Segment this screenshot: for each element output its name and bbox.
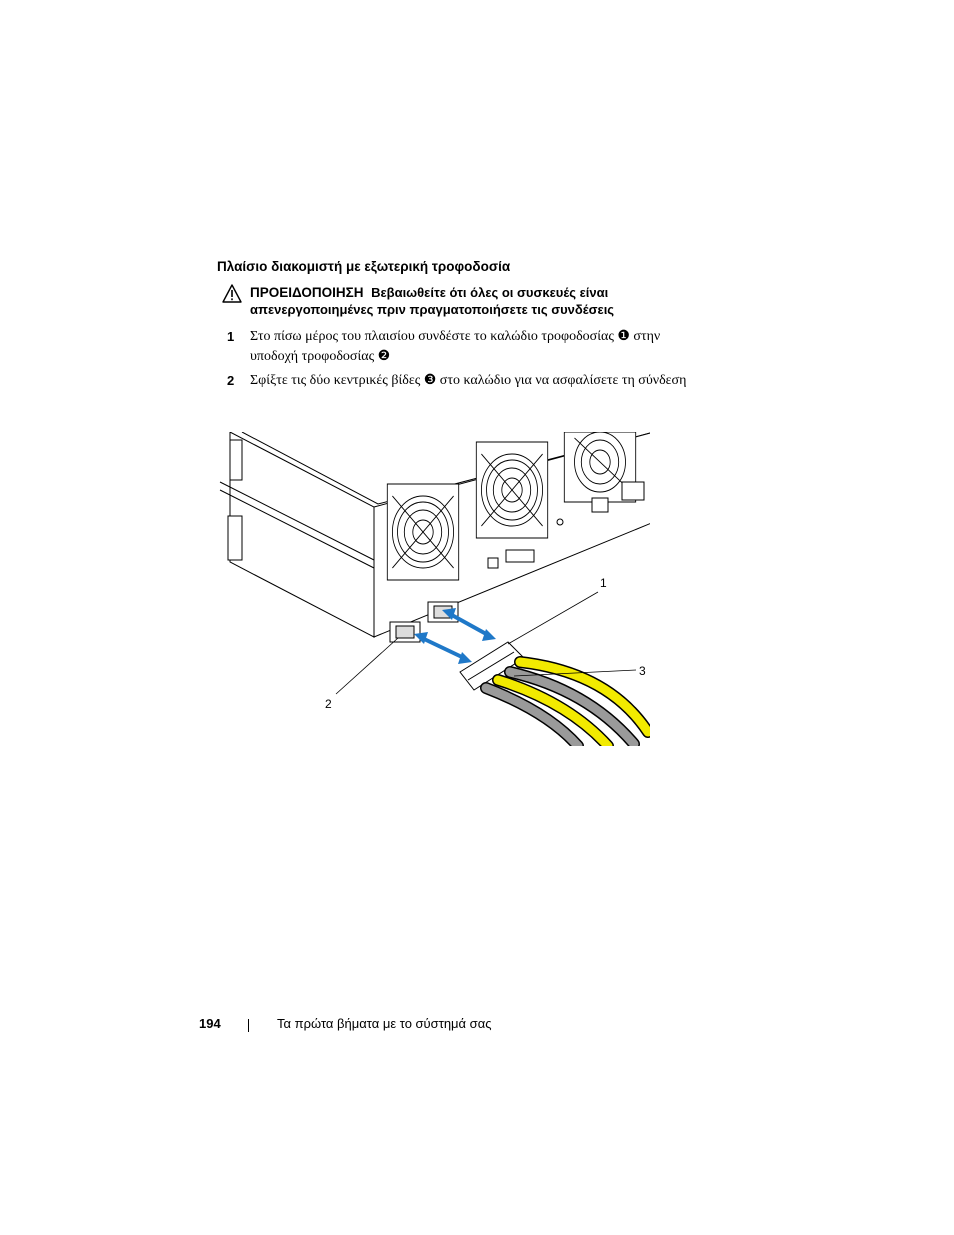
fan-icon bbox=[387, 484, 458, 580]
warning-message: Βεβαιωθείτε ότι όλες οι συσκευές είναι απενεργοποιημένες πριν πραγματοποιήσετε τις συνδέσεις bbox=[250, 285, 615, 317]
fan-icon bbox=[476, 442, 547, 538]
callout-1: 1 bbox=[600, 576, 607, 590]
footer-title: Τα πρώτα βήματα με το σύστημά σας bbox=[277, 1016, 492, 1031]
warning-icon bbox=[222, 284, 242, 303]
connection-arrows bbox=[414, 608, 496, 664]
warning-block bbox=[222, 284, 702, 318]
step-2 bbox=[227, 371, 697, 391]
callout-2: 2 bbox=[325, 697, 332, 711]
step-text: Σφίξτε τις δύο κεντρικές βίδες ❸ στο καλώδιο για να ασφαλίσετε τη σύνδεση bbox=[250, 373, 687, 388]
step-number: 2 bbox=[227, 373, 235, 388]
step-1 bbox=[227, 327, 697, 367]
warning-label: ΠΡΟΕΙΔΟΠΟΙΗΣΗ bbox=[250, 285, 364, 300]
step-text: Στο πίσω μέρος του πλαισίου συνδέστε το καλώδιο τροφοδοσίας ❶ στην υποδοχή τροφοδοσίας ❷ bbox=[250, 329, 661, 364]
page-number: 194 bbox=[199, 1016, 221, 1031]
warning-text-block bbox=[250, 284, 702, 318]
footer-divider bbox=[248, 1019, 249, 1032]
callout-3: 3 bbox=[639, 664, 646, 678]
power-cable-illustration bbox=[218, 432, 650, 746]
power-cables bbox=[486, 662, 648, 746]
step-number: 1 bbox=[227, 329, 235, 344]
chassis-side bbox=[220, 432, 374, 637]
section-heading: Πλαίσιο διακομιστή με εξωτερική τροφοδοσία bbox=[217, 259, 511, 274]
